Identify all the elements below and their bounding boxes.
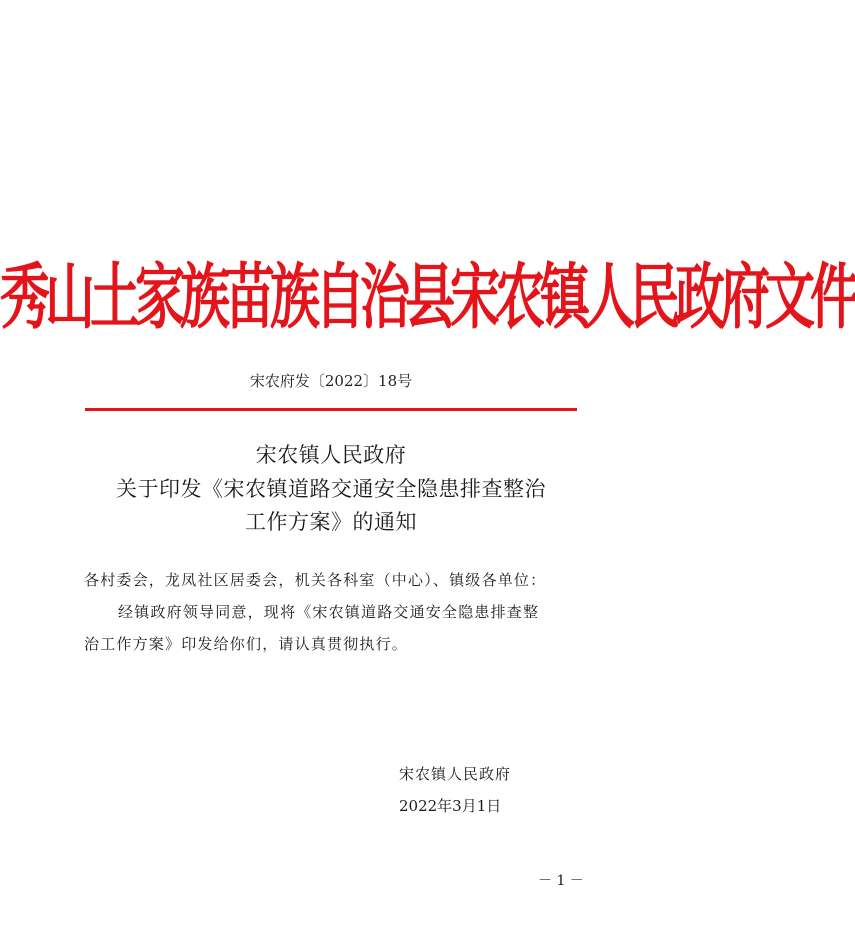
notice-title-line-2: 关于印发《宋农镇道路交通安全隐患排查整治 xyxy=(116,477,546,501)
page-number: － 1 － xyxy=(538,873,584,889)
signature-date: 2022年3月1日 xyxy=(399,797,502,815)
notice-title-line-3: 工作方案》的通知 xyxy=(245,510,417,534)
notice-title-line-1: 宋农镇人民政府 xyxy=(255,443,407,467)
red-divider-line xyxy=(85,408,577,411)
document-number: 宋农府发〔2022〕18号 xyxy=(249,372,413,390)
body-addressee: 各村委会，龙凤社区居委会，机关各科室（中心）、镇级各单位： xyxy=(84,571,547,589)
signature-organization: 宋农镇人民政府 xyxy=(399,765,512,783)
body-paragraph-line-2: 治工作方案》印发给你们，请认真贯彻执行。 xyxy=(84,635,409,653)
body-paragraph-line-1: 经镇政府领导同意，现将《宋农镇道路交通安全隐患排查整 xyxy=(118,603,540,621)
document-header-title: 秀山土家族苗族自治县宋农镇人民政府文件 xyxy=(0,256,855,339)
